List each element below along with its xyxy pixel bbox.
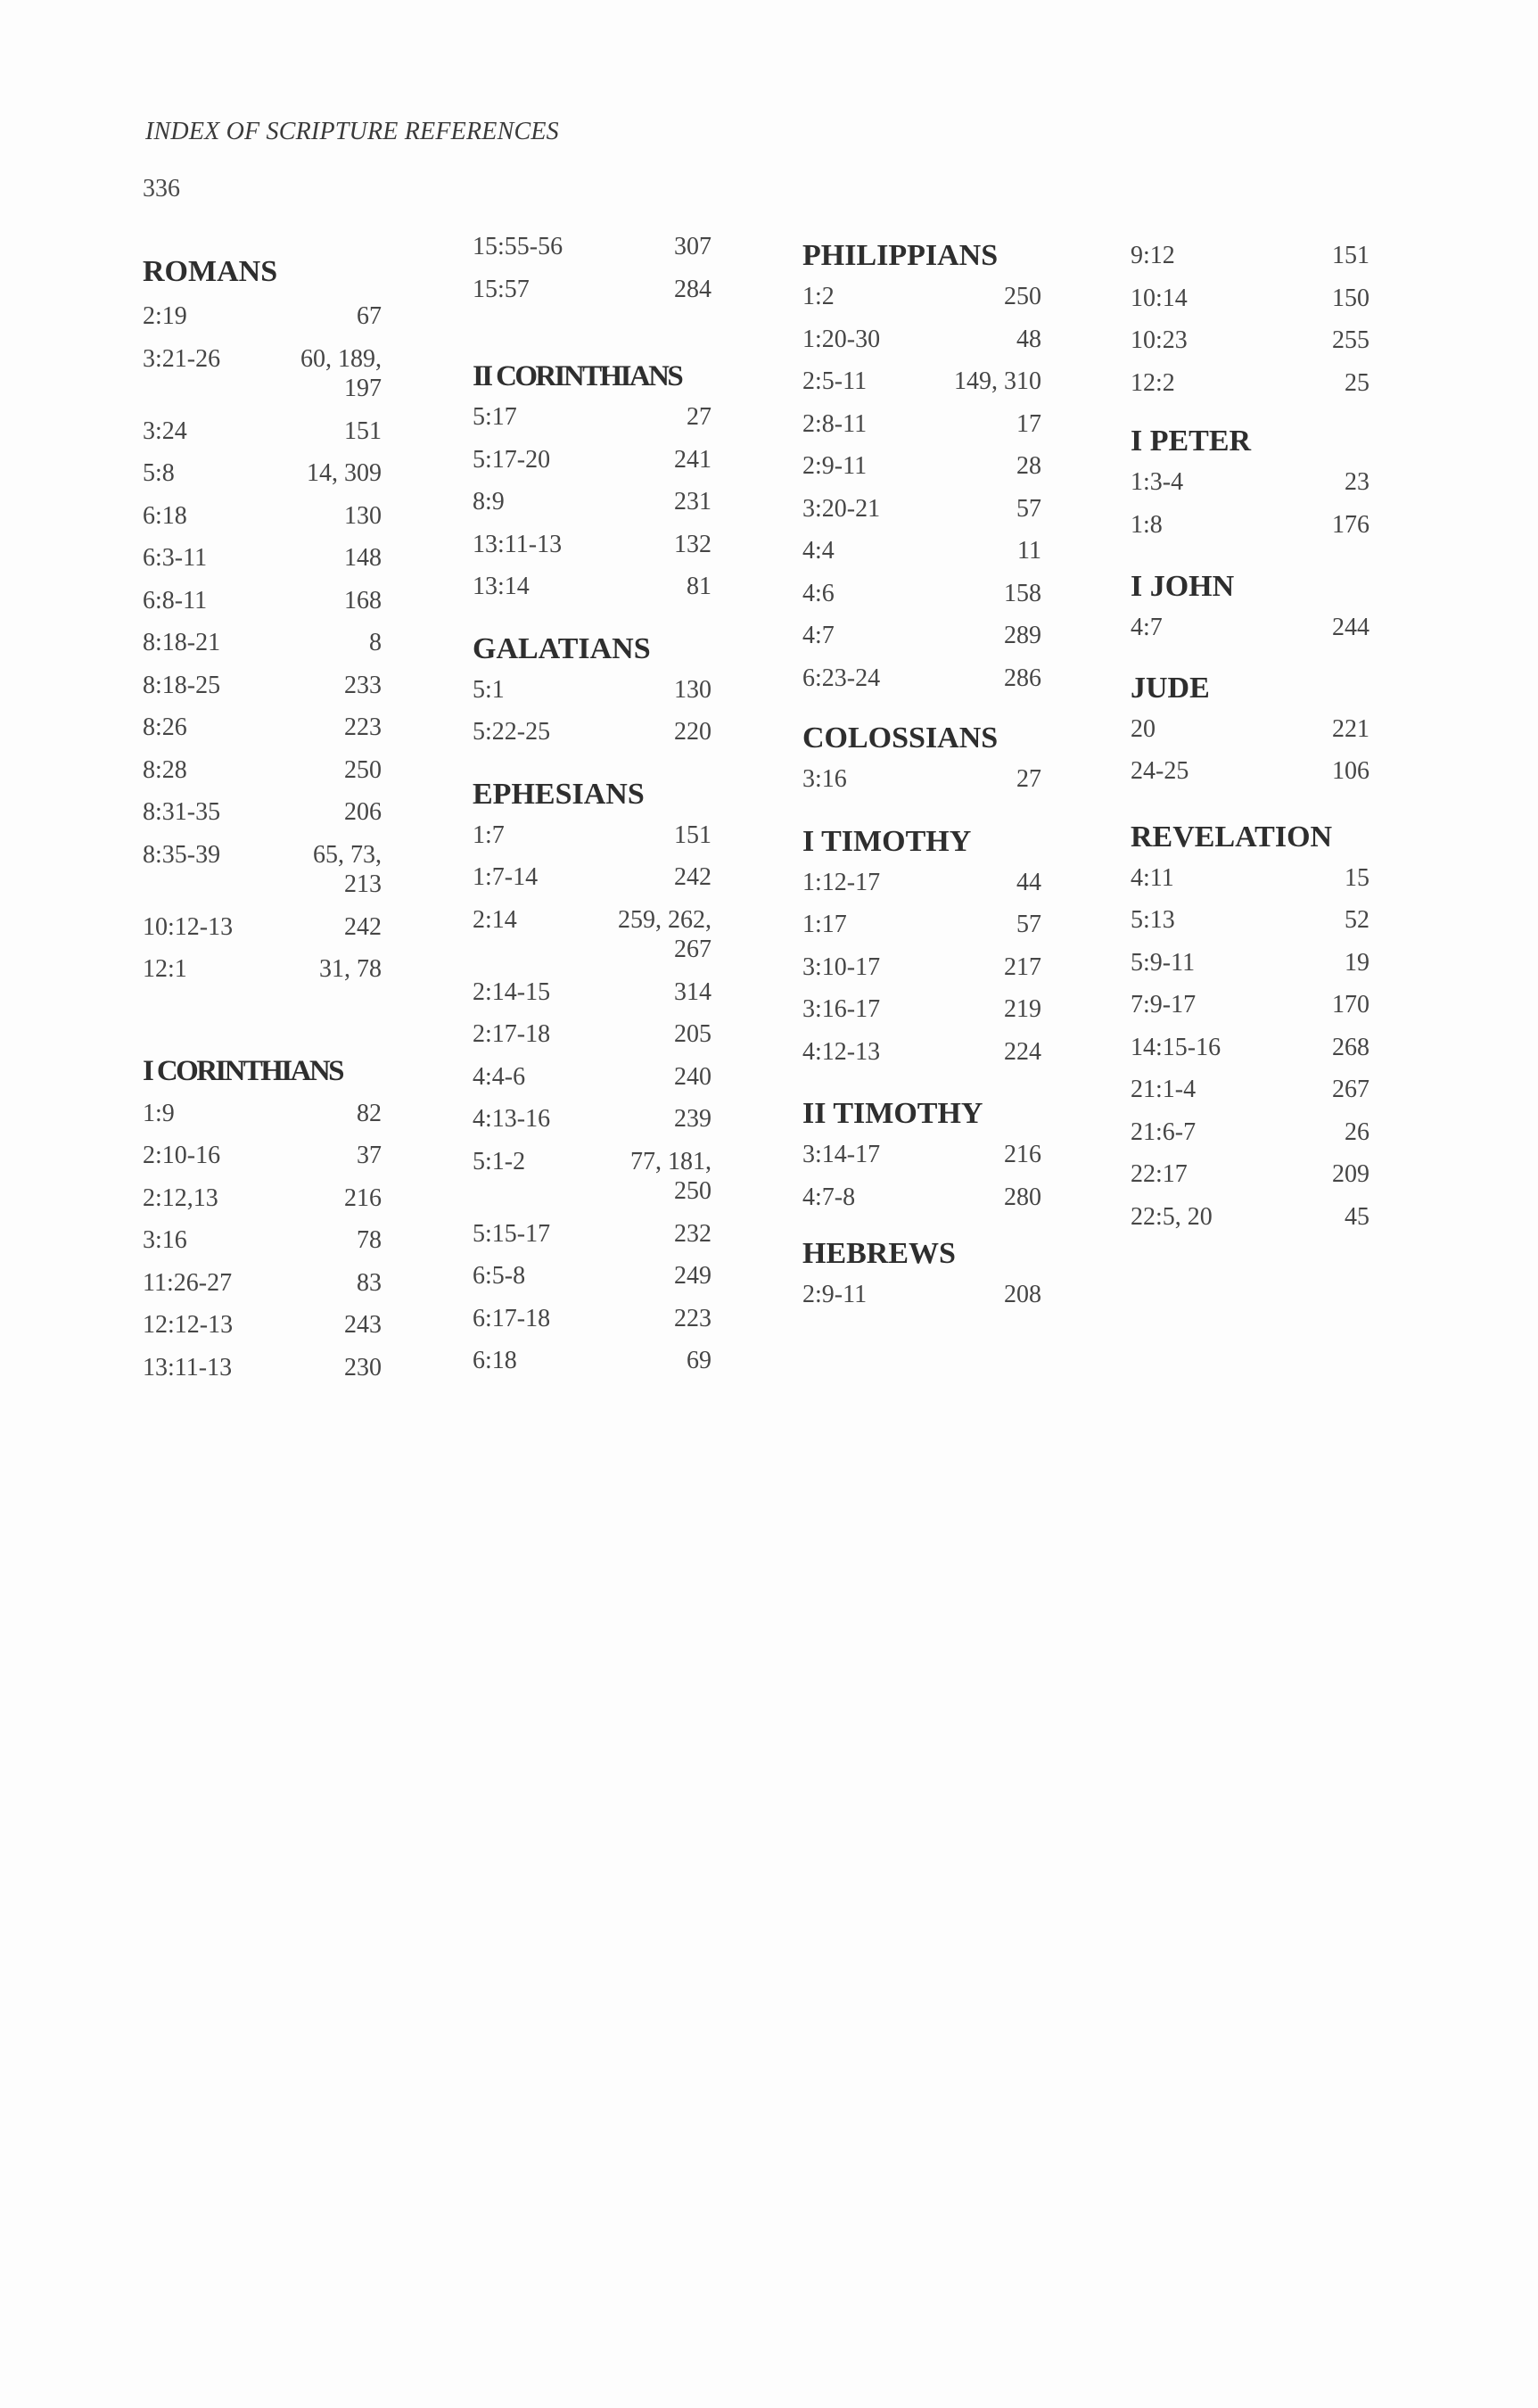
index-entry — [143, 1310, 382, 1353]
index-entry — [802, 367, 1041, 409]
verse-reference: 8:18-25 — [143, 671, 221, 699]
index-entry — [802, 952, 1041, 995]
index-entry — [143, 797, 382, 840]
index-entry — [473, 1147, 711, 1219]
running-title: INDEX OF SCRIPTURE REFERENCES — [145, 118, 559, 145]
book-heading: II TIMOTHY — [802, 1097, 983, 1130]
book-section — [473, 232, 711, 317]
verse-reference: 2:14-15 — [473, 977, 551, 1006]
verse-reference: 14:15-16 — [1131, 1033, 1221, 1061]
book-section — [473, 776, 711, 1389]
page-references: 244 — [1332, 614, 1369, 641]
verse-reference: 9:12 — [1131, 242, 1175, 269]
verse-reference: 15:57 — [473, 275, 530, 303]
entry-list — [1131, 714, 1369, 799]
page-references: 233 — [344, 671, 382, 699]
page-references: 231 — [674, 488, 711, 515]
page-references: 60, 189, 197 — [300, 344, 382, 402]
page-references: 220 — [674, 718, 711, 746]
verse-reference: 6:23-24 — [802, 664, 881, 692]
verse-reference: 8:26 — [143, 713, 187, 741]
verse-reference: 2:9-11 — [802, 1281, 868, 1308]
page-references: 216 — [1004, 1141, 1041, 1168]
verse-reference: 2:12,13 — [143, 1183, 218, 1212]
page-references: 45 — [1345, 1202, 1369, 1231]
index-entry — [143, 912, 382, 955]
page-references: 82 — [357, 1099, 382, 1127]
verse-reference: 6:18 — [143, 501, 187, 530]
page-references: 267 — [1332, 1076, 1369, 1103]
index-entry — [473, 905, 711, 977]
page-references: 242 — [674, 863, 711, 891]
index-entry — [473, 445, 711, 488]
book-section — [1131, 241, 1369, 410]
page-references: 242 — [344, 912, 382, 941]
index-entry — [802, 409, 1041, 452]
index-entry — [473, 1261, 711, 1304]
entry-list — [802, 764, 1041, 807]
book-section — [802, 1095, 1041, 1225]
entry-list — [1131, 241, 1369, 410]
index-entry — [143, 1183, 382, 1226]
verse-reference: 4:4-6 — [473, 1062, 526, 1091]
page-number: 336 — [143, 175, 180, 202]
page-references: 28 — [1016, 452, 1041, 480]
book-section — [1131, 670, 1369, 799]
verse-reference: 1:20-30 — [802, 325, 881, 353]
index-entry — [143, 1099, 382, 1142]
index-entry — [802, 451, 1041, 494]
verse-reference: 3:21-26 — [143, 344, 221, 373]
index-entry — [473, 862, 711, 905]
page-references: 57 — [1016, 494, 1041, 523]
page-references: 151 — [674, 821, 711, 849]
index-entry — [143, 954, 382, 997]
index-column-2 — [473, 232, 711, 1389]
index-entry — [1131, 1159, 1369, 1202]
verse-reference: 12:12-13 — [143, 1311, 234, 1339]
index-entry — [143, 416, 382, 459]
book-section — [473, 631, 711, 760]
page-references: 280 — [1004, 1183, 1041, 1211]
book-section — [1131, 819, 1369, 1245]
index-entry — [473, 717, 711, 760]
verse-reference: 2:19 — [143, 302, 187, 330]
index-entry — [143, 458, 382, 501]
verse-reference: 5:8 — [143, 459, 175, 487]
verse-reference: 4:7 — [1131, 614, 1163, 641]
verse-reference: 3:16 — [802, 765, 847, 793]
page-references: 209 — [1332, 1160, 1369, 1188]
book-heading: I JOHN — [1131, 570, 1235, 603]
index-entry — [802, 868, 1041, 911]
verse-reference: 10:12-13 — [143, 912, 234, 941]
page-references: 243 — [344, 1311, 382, 1339]
verse-reference: 5:17 — [473, 403, 517, 431]
page-references: 232 — [674, 1219, 711, 1248]
page-references: 168 — [344, 586, 382, 614]
book-heading: I PETER — [1131, 425, 1252, 458]
verse-reference: 1:7-14 — [473, 863, 539, 891]
page-references: 149, 310 — [954, 367, 1041, 395]
page-references: 314 — [674, 977, 711, 1006]
verse-reference: 2:5-11 — [802, 367, 868, 395]
index-entry — [1131, 368, 1369, 411]
index-entry — [473, 821, 711, 863]
verse-reference: 13:11-13 — [143, 1353, 233, 1381]
verse-reference: 10:23 — [1131, 326, 1188, 354]
book-heading: EPHESIANS — [473, 777, 645, 811]
page-references: 57 — [1016, 911, 1041, 938]
index-entry — [1131, 990, 1369, 1033]
index-entry — [473, 977, 711, 1020]
verse-reference: 20 — [1131, 714, 1156, 743]
index-entry — [1131, 756, 1369, 799]
page-references: 223 — [344, 713, 382, 741]
page-references: 44 — [1016, 868, 1041, 896]
entry-list — [473, 402, 711, 614]
page-references: 250 — [344, 755, 382, 784]
page-references: 130 — [344, 501, 382, 530]
book-heading: PHILIPPIANS — [802, 239, 999, 272]
verse-reference: 6:5-8 — [473, 1262, 526, 1290]
index-entry — [802, 1037, 1041, 1080]
page-references: 216 — [344, 1183, 382, 1212]
verse-reference: 1:12-17 — [802, 868, 881, 896]
page-references: 151 — [344, 416, 382, 445]
index-entry — [802, 325, 1041, 367]
index-entry — [473, 232, 711, 275]
index-entry — [143, 628, 382, 671]
verse-reference: 6:3-11 — [143, 544, 208, 572]
page-references: 240 — [674, 1062, 711, 1091]
page-references: 250 — [1004, 283, 1041, 310]
verse-reference: 3:16 — [143, 1226, 187, 1254]
verse-reference: 2:9-11 — [802, 452, 868, 480]
index-entry — [143, 1268, 382, 1311]
page-references: 77, 181, 250 — [630, 1147, 711, 1205]
page-references: 255 — [1332, 326, 1369, 354]
page-references: 15 — [1345, 863, 1369, 892]
verse-reference: 24-25 — [1131, 757, 1189, 785]
verse-reference: 8:35-39 — [143, 840, 221, 869]
index-entry — [802, 994, 1041, 1037]
entry-list — [473, 821, 711, 1389]
index-entry — [143, 755, 382, 798]
page-references: 27 — [687, 403, 711, 431]
index-entry — [1131, 905, 1369, 948]
index-entry — [802, 1140, 1041, 1183]
page-references: 241 — [674, 445, 711, 474]
page-references: 148 — [344, 544, 382, 572]
verse-reference: 10:14 — [1131, 284, 1188, 312]
page-references: 78 — [357, 1226, 382, 1254]
page-references: 52 — [1345, 906, 1369, 934]
index-entry — [802, 910, 1041, 952]
index-entry — [473, 1219, 711, 1262]
page-references: 151 — [1332, 242, 1369, 269]
book-heading: I TIMOTHY — [802, 824, 972, 858]
verse-reference: 3:14-17 — [802, 1141, 881, 1168]
index-entry — [802, 579, 1041, 622]
index-entry — [143, 586, 382, 629]
index-entry — [1131, 714, 1369, 757]
verse-reference: 7:9-17 — [1131, 991, 1197, 1018]
page-references: 230 — [344, 1353, 382, 1381]
verse-reference: 5:13 — [1131, 906, 1175, 934]
verse-reference: 22:17 — [1131, 1160, 1188, 1188]
index-entry — [473, 275, 711, 317]
entry-list — [143, 1099, 382, 1396]
verse-reference: 1:17 — [802, 911, 847, 938]
entry-list — [802, 1280, 1041, 1323]
index-entry — [802, 764, 1041, 807]
verse-reference: 21:1-4 — [1131, 1076, 1197, 1103]
index-column-1 — [143, 232, 382, 1395]
book-section — [143, 1052, 382, 1396]
verse-reference: 1:2 — [802, 283, 835, 310]
page-references: 307 — [674, 233, 711, 260]
verse-reference: 4:13-16 — [473, 1105, 551, 1133]
verse-reference: 3:20-21 — [802, 494, 881, 523]
index-entry — [473, 1062, 711, 1105]
page-references: 130 — [674, 675, 711, 704]
verse-reference: 22:5, 20 — [1131, 1202, 1213, 1231]
index-entry — [802, 282, 1041, 325]
page-references: 27 — [1016, 765, 1041, 793]
page-references: 170 — [1332, 991, 1369, 1018]
verse-reference: 12:2 — [1131, 368, 1175, 397]
verse-reference: 3:24 — [143, 416, 187, 445]
index-entry — [1131, 863, 1369, 906]
index-entry — [143, 501, 382, 544]
entry-list — [1131, 863, 1369, 1245]
book-section — [143, 253, 382, 997]
index-entry — [1131, 241, 1369, 284]
book-section — [802, 823, 1041, 1080]
page-references: 69 — [687, 1347, 711, 1374]
page-references: 14, 309 — [307, 459, 382, 487]
page-references: 23 — [1345, 468, 1369, 496]
verse-reference: 5:15-17 — [473, 1219, 551, 1248]
index-entry — [802, 494, 1041, 537]
verse-reference: 5:22-25 — [473, 718, 551, 746]
page-references: 31, 78 — [319, 955, 382, 983]
page-references: 158 — [1004, 579, 1041, 607]
verse-reference: 8:28 — [143, 755, 187, 784]
page-references: 221 — [1332, 714, 1369, 743]
page-references: 219 — [1004, 995, 1041, 1023]
index-column-3 — [802, 232, 1041, 1323]
book-heading: HEBREWS — [802, 1237, 956, 1270]
page-references: 19 — [1345, 948, 1369, 977]
verse-reference: 5:9-11 — [1131, 948, 1196, 977]
index-entry — [1131, 1075, 1369, 1117]
verse-reference: 5:1 — [473, 675, 505, 704]
index-entry — [143, 671, 382, 713]
entry-list — [802, 1140, 1041, 1225]
index-entry — [802, 664, 1041, 706]
verse-reference: 21:6-7 — [1131, 1117, 1197, 1146]
page-references: 284 — [674, 275, 711, 303]
index-entry — [1131, 326, 1369, 368]
index-entry — [1131, 284, 1369, 326]
page-references: 67 — [357, 302, 382, 330]
index-entry — [473, 530, 711, 573]
index-entry — [1131, 1202, 1369, 1245]
page-references: 268 — [1332, 1033, 1369, 1061]
index-entry — [1131, 1117, 1369, 1160]
verse-reference: 4:11 — [1131, 863, 1174, 892]
index-entry — [473, 1346, 711, 1389]
page-references: 106 — [1332, 757, 1369, 785]
verse-reference: 4:4 — [802, 537, 835, 565]
page-references: 286 — [1004, 664, 1041, 692]
verse-reference: 6:17-18 — [473, 1304, 551, 1332]
index-entry — [143, 543, 382, 586]
book-section — [473, 358, 711, 614]
verse-reference: 4:7 — [802, 622, 835, 649]
page-references: 65, 73, 213 — [313, 840, 382, 898]
index-entry — [802, 536, 1041, 579]
verse-reference: 1:9 — [143, 1099, 175, 1127]
index-entry — [143, 713, 382, 755]
page-references: 259, 262, 267 — [618, 905, 711, 963]
verse-reference: 8:9 — [473, 488, 505, 515]
verse-reference: 3:10-17 — [802, 952, 881, 981]
verse-reference: 5:17-20 — [473, 445, 551, 474]
verse-reference: 4:6 — [802, 579, 835, 607]
verse-reference: 1:8 — [1131, 510, 1163, 539]
verse-reference: 8:18-21 — [143, 629, 221, 656]
book-section — [802, 237, 1041, 705]
book-section — [1131, 423, 1369, 552]
index-entry — [473, 487, 711, 530]
book-heading: GALATIANS — [473, 631, 651, 665]
book-heading: II CORINTHIANS — [473, 360, 682, 392]
page-references: 25 — [1345, 368, 1369, 397]
page-references: 132 — [674, 530, 711, 558]
verse-reference: 6:8-11 — [143, 586, 208, 614]
index-entry — [143, 301, 382, 344]
entry-list — [802, 868, 1041, 1080]
verse-reference: 1:3-4 — [1131, 468, 1184, 496]
page-references: 37 — [357, 1142, 382, 1169]
book-heading: ROMANS — [143, 255, 278, 288]
page-references: 289 — [1004, 622, 1041, 649]
page-references: 17 — [1016, 409, 1041, 438]
index-entry — [1131, 510, 1369, 553]
page-references: 26 — [1345, 1117, 1369, 1146]
page-references: 150 — [1332, 284, 1369, 312]
page-references: 239 — [674, 1105, 711, 1133]
index-entry — [1131, 948, 1369, 991]
index-entry — [473, 1104, 711, 1147]
page-references: 176 — [1332, 510, 1369, 539]
verse-reference: 2:17-18 — [473, 1020, 551, 1048]
verse-reference: 1:7 — [473, 821, 505, 849]
verse-reference: 2:14 — [473, 905, 517, 934]
book-section — [802, 720, 1041, 807]
page-references: 217 — [1004, 952, 1041, 981]
entry-list — [143, 301, 382, 997]
index-entry — [1131, 613, 1369, 656]
verse-reference: 2:10-16 — [143, 1142, 221, 1169]
verse-reference: 4:12-13 — [802, 1037, 881, 1066]
entry-list — [802, 282, 1041, 705]
verse-reference: 8:31-35 — [143, 798, 221, 826]
page-references: 81 — [687, 573, 711, 600]
entry-list — [1131, 467, 1369, 552]
page-references: 224 — [1004, 1037, 1041, 1066]
page-references: 208 — [1004, 1281, 1041, 1308]
entry-list — [473, 232, 711, 317]
page-references: 83 — [357, 1268, 382, 1297]
page-references: 8 — [369, 629, 382, 656]
verse-reference: 4:7-8 — [802, 1183, 856, 1211]
page-references: 11 — [1017, 537, 1041, 565]
book-heading: COLOSSIANS — [802, 722, 999, 755]
page-references: 249 — [674, 1262, 711, 1290]
index-entry — [143, 1225, 382, 1268]
index-entry — [1131, 467, 1369, 510]
page-references: 48 — [1016, 325, 1041, 353]
verse-reference: 12:1 — [143, 955, 187, 983]
index-entry — [473, 572, 711, 614]
book-heading: REVELATION — [1131, 820, 1333, 854]
entry-list — [1131, 613, 1369, 656]
page-references: 223 — [674, 1304, 711, 1332]
index-entry — [143, 1141, 382, 1183]
index-column-4 — [1131, 232, 1369, 1244]
index-entry — [473, 1019, 711, 1062]
index-entry — [473, 402, 711, 445]
page-references: 206 — [344, 798, 382, 826]
index-entry — [473, 675, 711, 718]
verse-reference: 13:11-13 — [473, 530, 563, 558]
verse-reference: 15:55-56 — [473, 233, 563, 260]
index-entry — [1131, 1033, 1369, 1076]
book-heading: I CORINTHIANS — [143, 1054, 342, 1087]
entry-list — [473, 675, 711, 760]
verse-reference: 6:18 — [473, 1347, 517, 1374]
index-entry — [802, 621, 1041, 664]
page-references: 205 — [674, 1020, 711, 1048]
index-entry — [143, 1353, 382, 1396]
index-entry — [143, 840, 382, 912]
book-heading: JUDE — [1131, 671, 1210, 705]
verse-reference: 3:16-17 — [802, 995, 881, 1023]
book-section — [1131, 568, 1369, 656]
verse-reference: 5:1-2 — [473, 1147, 526, 1175]
verse-reference: 2:8-11 — [802, 409, 868, 438]
index-entry — [802, 1280, 1041, 1323]
index-entry — [473, 1304, 711, 1347]
verse-reference: 11:26-27 — [143, 1268, 233, 1297]
verse-reference: 13:14 — [473, 573, 530, 600]
book-section — [802, 1235, 1041, 1323]
index-entry — [802, 1183, 1041, 1225]
index-entry — [143, 344, 382, 416]
